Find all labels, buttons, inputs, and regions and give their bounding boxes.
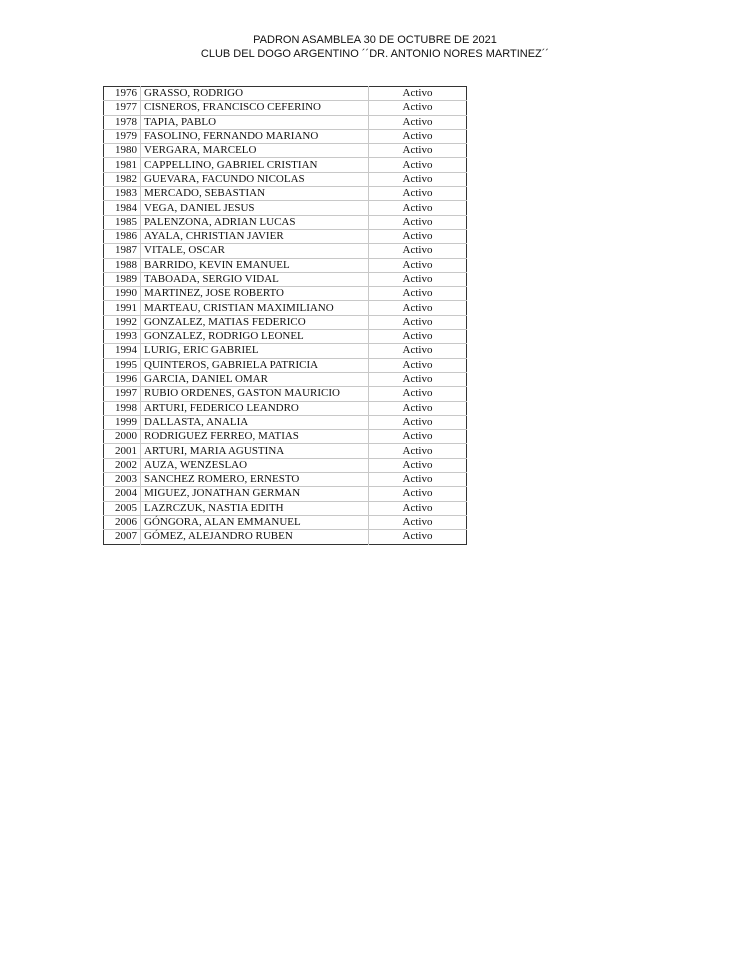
table-row: [104, 287, 467, 301]
member-name-cell: VERGARA, MARCELO: [141, 144, 369, 158]
member-name-cell: TAPIA, PABLO: [141, 115, 369, 129]
member-status-cell: Activo: [369, 430, 467, 444]
member-number-cell: 1998: [104, 401, 141, 415]
member-number-cell: 1976: [104, 87, 141, 101]
table-row: [104, 101, 467, 115]
member-status-cell: Activo: [369, 101, 467, 115]
member-name-cell: GÓMEZ, ALEJANDRO RUBEN: [141, 530, 369, 544]
table-row: [104, 187, 467, 201]
document-title: PADRON ASAMBLEA 30 DE OCTUBRE DE 2021: [253, 34, 497, 46]
member-number-cell: 1982: [104, 172, 141, 186]
member-name-cell: MARTINEZ, JOSE ROBERTO: [141, 287, 369, 301]
member-number-cell: 1994: [104, 344, 141, 358]
member-status-cell: Activo: [369, 144, 467, 158]
member-number-cell: 1979: [104, 129, 141, 143]
table-row: [104, 501, 467, 515]
table-row: [104, 201, 467, 215]
table-row: [104, 229, 467, 243]
member-name-cell: ARTURI, MARIA AGUSTINA: [141, 444, 369, 458]
table-row: [104, 358, 467, 372]
table-row: [104, 87, 467, 101]
member-number-cell: 1978: [104, 115, 141, 129]
table-row: [104, 415, 467, 429]
member-status-cell: Activo: [369, 315, 467, 329]
member-status-cell: Activo: [402, 530, 433, 543]
table-row: [104, 444, 467, 458]
roster-table-body: [104, 87, 467, 545]
member-number-cell: 1997: [104, 387, 141, 401]
member-status-cell: Activo: [369, 229, 467, 243]
table-row: [104, 215, 467, 229]
member-status-cell: Activo: [369, 415, 467, 429]
document-subtitle: CLUB DEL DOGO ARGENTINO ´´DR. ANTONIO NORES MARTINEZ´´: [200, 48, 550, 60]
table-row: [104, 430, 467, 444]
member-name-cell: GÓNGORA, ALAN EMMANUEL: [141, 515, 369, 529]
member-status-cell: Activo: [369, 244, 467, 258]
member-number-cell: 1990: [104, 287, 141, 301]
member-number-cell: 1993: [104, 330, 141, 344]
member-number-cell: 1983: [104, 187, 141, 201]
table-row: [104, 115, 467, 129]
member-number-cell: 2003: [104, 473, 141, 487]
member-number-cell: 1985: [104, 215, 141, 229]
roster-table: [103, 86, 467, 545]
member-status-cell: Activo: [369, 444, 467, 458]
table-row: [104, 344, 467, 358]
member-number-cell: 2006: [104, 515, 141, 529]
table-row: [104, 473, 467, 487]
table-row: [104, 301, 467, 315]
member-number-cell: 2002: [104, 458, 141, 472]
table-row: [104, 487, 467, 501]
table-row: [104, 387, 467, 401]
member-name-cell: GONZALEZ, MATIAS FEDERICO: [141, 315, 369, 329]
member-status-cell: Activo: [369, 301, 467, 315]
member-number-cell: 1977: [104, 101, 141, 115]
member-status-cell: Activo: [369, 187, 467, 201]
member-number-cell: 2005: [104, 501, 141, 515]
member-name-cell: MARTEAU, CRISTIAN MAXIMILIANO: [141, 301, 369, 315]
table-row: [104, 172, 467, 186]
member-number-cell: 2000: [104, 430, 141, 444]
member-number-cell: 1986: [104, 229, 141, 243]
table-row: [104, 401, 467, 415]
member-number-cell: 1988: [104, 258, 141, 272]
table-row: [104, 515, 467, 529]
member-status-cell: Activo: [369, 372, 467, 386]
member-status-cell: Activo: [369, 387, 467, 401]
member-name-cell: ARTURI, FEDERICO LEANDRO: [141, 401, 369, 415]
member-status-cell: Activo: [369, 501, 467, 515]
member-name-cell: AYALA, CHRISTIAN JAVIER: [141, 229, 369, 243]
member-name-cell: GONZALEZ, RODRIGO LEONEL: [141, 330, 369, 344]
member-number-cell: 1981: [104, 158, 141, 172]
table-row: [104, 458, 467, 472]
member-status-cell: Activo: [369, 158, 467, 172]
member-number-cell: 1987: [104, 244, 141, 258]
member-name-cell: RODRIGUEZ FERREO, MATIAS: [141, 430, 369, 444]
member-name-cell: PALENZONA, ADRIAN LUCAS: [141, 215, 369, 229]
member-number-cell: 2004: [104, 487, 141, 501]
member-name-cell: MERCADO, SEBASTIAN: [141, 187, 369, 201]
member-status-cell: Activo: [369, 215, 467, 229]
member-name-cell: TABOADA, SERGIO VIDAL: [141, 272, 369, 286]
table-row: [104, 530, 467, 544]
member-name-cell: FASOLINO, FERNANDO MARIANO: [141, 129, 369, 143]
member-name-cell: SANCHEZ ROMERO, ERNESTO: [141, 473, 369, 487]
member-name-cell: AUZA, WENZESLAO: [141, 458, 369, 472]
member-name-cell: CISNEROS, FRANCISCO CEFERINO: [141, 101, 369, 115]
member-number-cell: 1991: [104, 301, 141, 315]
member-status-cell: Activo: [369, 258, 467, 272]
member-status-cell: Activo: [369, 115, 467, 129]
member-number-cell: 1996: [104, 372, 141, 386]
member-name-cell: RUBIO ORDENES, GASTON MAURICIO: [141, 387, 369, 401]
member-status-cell: Activo: [369, 129, 467, 143]
table-row: [104, 158, 467, 172]
member-status-cell: Activo: [369, 287, 467, 301]
member-status-cell: Activo: [369, 473, 467, 487]
member-status-cell: Activo: [369, 272, 467, 286]
table-row: [104, 129, 467, 143]
member-status-cell: Activo: [369, 458, 467, 472]
member-status-cell: Activo: [369, 401, 467, 415]
member-number-cell: 2001: [104, 444, 141, 458]
table-row: [104, 372, 467, 386]
member-number-cell: 1999: [104, 415, 141, 429]
member-status-cell: Activo: [369, 344, 467, 358]
member-name-cell: VEGA, DANIEL JESUS: [141, 201, 369, 215]
member-name-cell: GRASSO, RODRIGO: [141, 87, 369, 101]
table-row: [104, 330, 467, 344]
member-name-cell: GARCIA, DANIEL OMAR: [141, 372, 369, 386]
table-row: [104, 315, 467, 329]
member-name-cell: LURIG, ERIC GABRIEL: [141, 344, 369, 358]
member-name-cell: CAPPELLINO, GABRIEL CRISTIAN: [141, 158, 369, 172]
member-number-cell: 1989: [104, 272, 141, 286]
member-number-cell: 2007: [104, 530, 141, 544]
member-status-cell: Activo: [369, 172, 467, 186]
member-status-cell: Activo: [369, 515, 467, 529]
member-number-cell: 1984: [104, 201, 141, 215]
table-row: [104, 244, 467, 258]
member-name-cell: LAZRCZUK, NASTIA EDITH: [141, 501, 369, 515]
member-status-cell: Activo: [369, 201, 467, 215]
member-name-cell: DALLASTA, ANALIA: [141, 415, 369, 429]
member-name-cell: MIGUEZ, JONATHAN GERMAN: [141, 487, 369, 501]
member-number-cell: 1992: [104, 315, 141, 329]
member-number-cell: 1995: [104, 358, 141, 372]
table-row: [104, 258, 467, 272]
member-name-cell: BARRIDO, KEVIN EMANUEL: [141, 258, 369, 272]
table-row: [104, 144, 467, 158]
member-number-cell: 1980: [104, 144, 141, 158]
member-status-cell: Activo: [369, 87, 467, 101]
member-status-cell: Activo: [369, 358, 467, 372]
member-name-cell: GUEVARA, FACUNDO NICOLAS: [141, 172, 369, 186]
member-status-cell: Activo: [369, 487, 467, 501]
table-row: [104, 272, 467, 286]
member-status-cell: Activo: [369, 330, 467, 344]
member-name-cell: QUINTEROS, GABRIELA PATRICIA: [141, 358, 369, 372]
document-header: [0, 33, 750, 61]
member-name-cell: VITALE, OSCAR: [141, 244, 369, 258]
